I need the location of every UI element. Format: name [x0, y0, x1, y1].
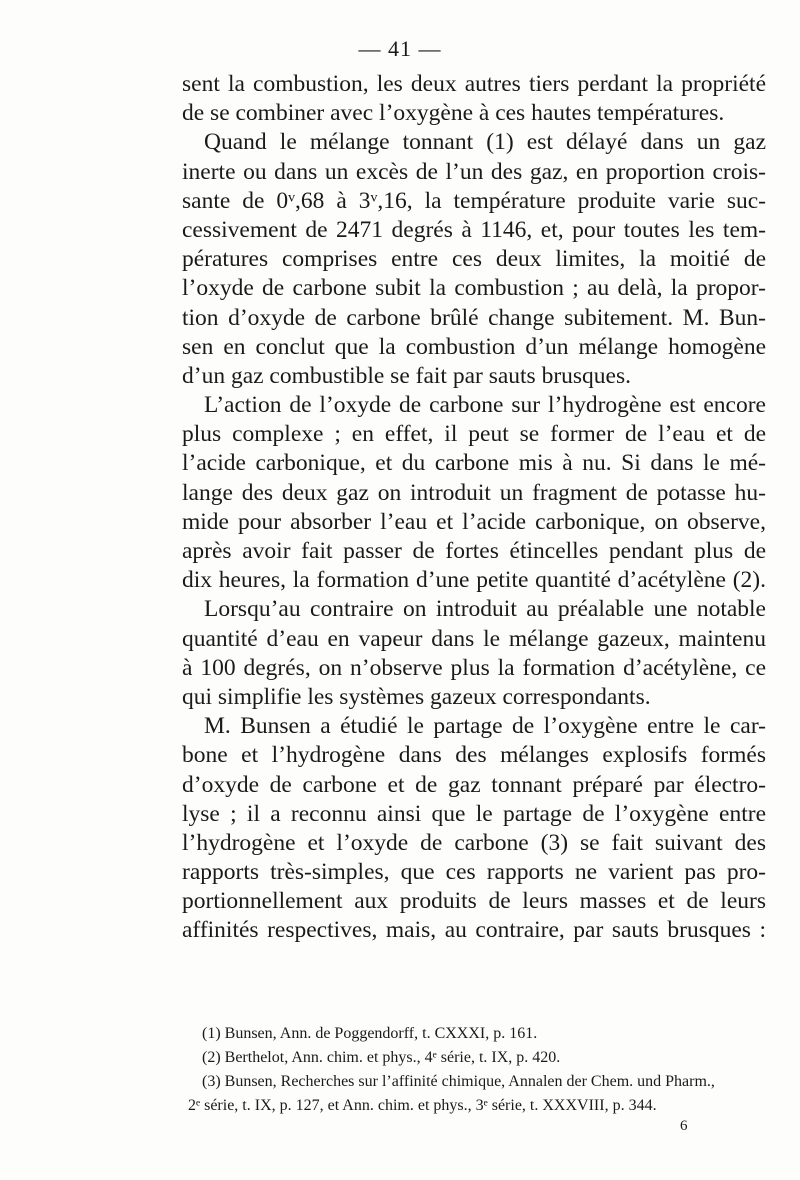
body-line: sen en conclut que la combustion d’un mélange homogène	[182, 333, 766, 360]
body-line: sante de 0ᵛ,68 à 3ᵛ,16, la température produite varie suc-	[182, 187, 766, 214]
footnotes	[186, 1022, 766, 1118]
body-line: plus complexe ; en effet, il peut se former de l’eau et de	[182, 421, 766, 448]
page-number: — 41 —	[358, 36, 442, 61]
body-line: de se combiner avec l’oxygène à ces hautes températures.	[182, 100, 725, 127]
body-line: lyse ; il a reconnu ainsi que le partage de l’oxygène entre	[182, 800, 766, 827]
body-line: d’oxyde de carbone et de gaz tonnant préparé par électro-	[182, 771, 766, 798]
body-line: l’acide carbonique, et du carbone mis à nu. Si dans le mé-	[182, 450, 766, 477]
body-line: L’action de l’oxyde de carbone sur l’hydrogène est encore	[204, 392, 766, 419]
body-line: rapports très-simples, que ces rapports ne varient pas pro-	[182, 859, 766, 886]
body-line: qui simplifie les systèmes gazeux correspondants.	[182, 683, 651, 710]
body-line: dix heures, la formation d’une petite quantité d’acétylène (2).	[182, 567, 766, 594]
body-line: d’un gaz combustible se fait par sauts brusques.	[182, 362, 632, 389]
body-line: à 100 degrés, on n’observe plus la formation d’acétylène, ce	[182, 654, 766, 681]
body-line: pératures comprises entre ces deux limites, la moitié de	[182, 246, 766, 273]
footnote: 2ᵉ série, t. IX, p. 127, et Ann. chim. et phys., 3ᵉ série, t. XXXVIII, p. 344.	[188, 1097, 657, 1114]
body-line: l’hydrogène et l’oxyde de carbone (3) se fait suivant des	[182, 829, 766, 856]
footnote: (3) Bunsen, Recherches sur l’affinité chimique, Annalen der Chem. und Pharm.,	[202, 1073, 715, 1090]
footnote: (2) Berthelot, Ann. chim. et phys., 4ᵉ série, t. IX, p. 420.	[202, 1049, 561, 1066]
body-line: Quand le mélange tonnant (1) est délayé dans un gaz	[204, 129, 766, 156]
signature-mark: 6	[680, 1118, 688, 1134]
body-line: sent la combustion, les deux autres tiers perdant la propriété	[182, 71, 766, 97]
body-line: inerte ou dans un excès de l’un des gaz, en proportion crois-	[182, 158, 766, 185]
body-line: après avoir fait passer de fortes étincelles pendant plus de	[182, 538, 766, 564]
body-line: affinités respectives, mais, au contraire, par sauts brusques :	[182, 917, 766, 944]
body-line: M. Bunsen a étudié le partage de l’oxygène entre le car-	[204, 713, 766, 740]
body-line: bone et l’hydrogène dans des mélanges explosifs formés	[182, 742, 766, 769]
body-line: l’oxyde de carbone subit la combustion ; au delà, la propor-	[182, 275, 766, 302]
body-line: lange des deux gaz on introduit un fragment de potasse hu-	[182, 479, 766, 506]
body-line: mide pour absorber l’eau et l’acide carbonique, on observe,	[182, 508, 766, 535]
body-line: cessivement de 2471 degrés à 1146, et, pour toutes les tem-	[182, 216, 766, 243]
body-line: tion d’oxyde de carbone brûlé change subitement. M. Bun-	[182, 304, 766, 331]
body-line: portionnellement aux produits de leurs masses et de leurs	[182, 888, 766, 915]
footnote: (1) Bunsen, Ann. de Poggendorff, t. CXXXI, p. 161.	[202, 1025, 538, 1042]
body-text	[182, 70, 766, 946]
body-line: quantité d’eau en vapeur dans le mélange gazeux, maintenu	[182, 625, 766, 652]
body-line: Lorsqu’au contraire on introduit au préalable une notable	[204, 596, 766, 623]
